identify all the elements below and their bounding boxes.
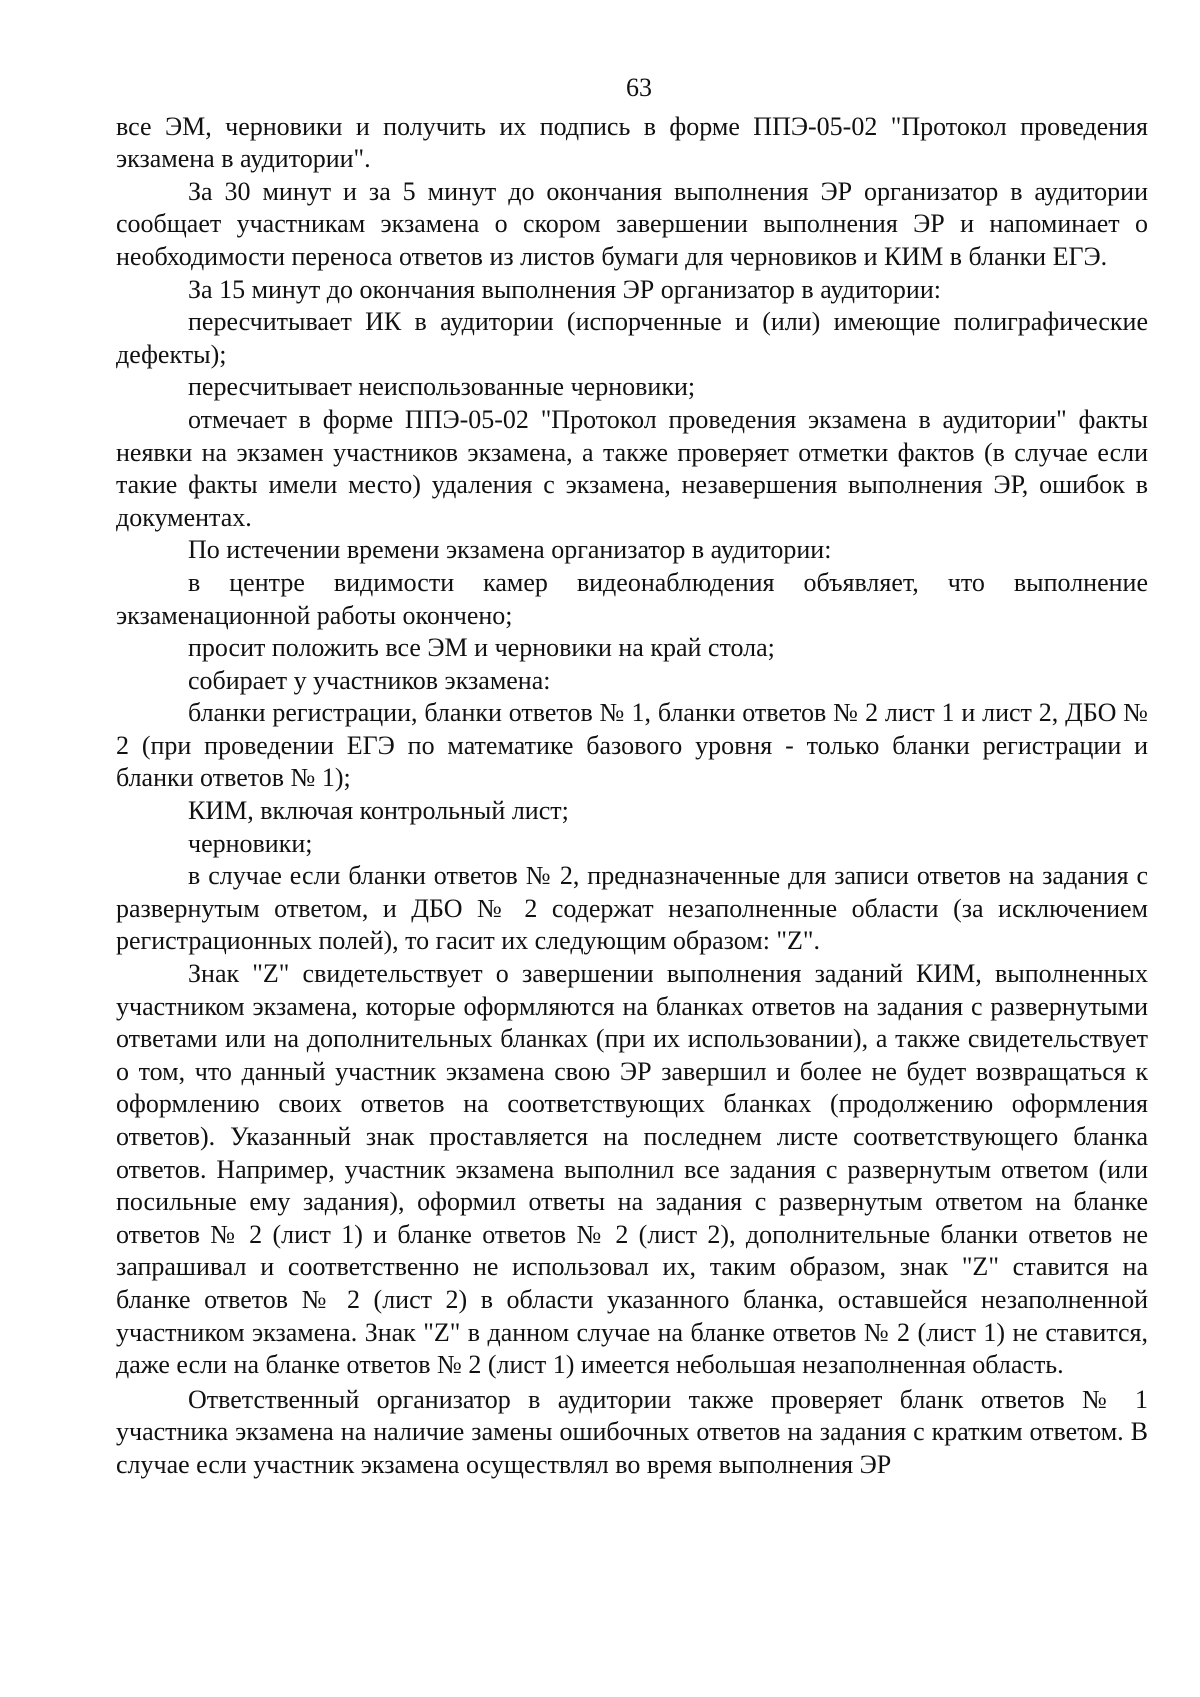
paragraph-answer-forms: бланки регистрации, бланки ответов № 1, бланки ответов № 2 лист 1 и лист 2, ДБО № 2 (при проведении ЕГЭ по математике базового уровня - только бланки регистрации и бланки ответов № 1); <box>116 698 1148 793</box>
paragraph-15-minutes: За 15 минут до окончания выполнения ЭР организатор в аудитории: <box>188 274 941 304</box>
paragraph-30-minutes: За 30 минут и за 5 минут до окончания выполнения ЭР организатор в аудитории сообщает участникам экзамена о скором завершении выполнения ЭР и напоминает о необходимости переноса ответов из листов бумаги для черновиков и КИМ в бланки ЕГЭ. <box>116 176 1148 271</box>
paragraph-kim: КИМ, включая контрольный лист; <box>188 796 569 826</box>
page-number: 63 <box>626 73 652 102</box>
paragraph-time-expired: По истечении времени экзамена организатор в аудитории: <box>188 535 832 565</box>
paragraph-blank-areas: в случае если бланки ответов № 2, предназначенные для записи ответов на задания с развернутым ответом, и ДБО № 2 содержат незаполненные области (за исключением регистрационных полей), то гасит их следующим образом: "Z". <box>116 861 1148 956</box>
paragraph-responsible-organizer: Ответственный организатор в аудитории также проверяет бланк ответов № 1 участника экзамена на наличие замены ошибочных ответов на задания с кратким ответом. В случае если участник экзамена осуществлял во время выполнения ЭР <box>116 1384 1148 1479</box>
paragraph-place-materials: просит положить все ЭМ и черновики на край стола; <box>188 633 775 663</box>
paragraph-announce-end: в центре видимости камер видеонаблюдения объявляет, что выполнение экзаменационной работы окончено; <box>116 567 1148 630</box>
paragraph-drafts: черновики; <box>188 828 313 858</box>
paragraph-z-sign: Знак "Z" свидетельствует о завершении выполнения заданий КИМ, выполненных участником экзамена, которые оформляются на бланках ответов на задания с развернутыми ответами или на дополнительных бланках (при их использовании), а также свидетельствует о том, что данный участник экзамена свою ЭР завершил и более не будет возвращаться к оформлению своих ответов на соответствующих бланках (продолжению оформления ответов). Указанный знак проставляется на последнем листе соответствующего бланка ответов. Например, участник экзамена выполнил все задания с развернутым ответом (или посильные ему задания), оформил ответы на задания с развернутым ответом на бланке ответов № 2 (лист 1) и бланке ответов № 2 (лист 2), дополнительные бланки ответов не запрашивал и соответственно не использовал их, таким образом, знак "Z" ставится на бланке ответов № 2 (лист 2) в области указанного бланка, оставшейся незаполненной участником экзамена. Знак "Z" в данном случае на бланке ответов № 2 (лист 1) не ставится, даже если на бланке ответов № 2 (лист 1) имеется небольшая незаполненная область. <box>116 959 1148 1380</box>
paragraph-collect: собирает у участников экзамена: <box>188 665 551 695</box>
paragraph-recount-ik: пересчитывает ИК в аудитории (испорченные и (или) имеющие полиграфические дефекты); <box>116 307 1148 369</box>
paragraph-continuation: все ЭМ, черновики и получить их подпись в форме ППЭ-05-02 "Протокол проведения экзамена в аудитории". <box>116 111 1148 174</box>
paragraph-mark-absence: отмечает в форме ППЭ-05-02 "Протокол проведения экзамена в аудитории" факты неявки на экзамен участников экзамена, а также проверяет отметки фактов (в случае если такие факты имели место) удаления с экзамена, незавершения выполнения ЭР, ошибок в документах. <box>116 404 1148 532</box>
paragraph-recount-drafts: пересчитывает неиспользованные черновики; <box>188 372 696 402</box>
